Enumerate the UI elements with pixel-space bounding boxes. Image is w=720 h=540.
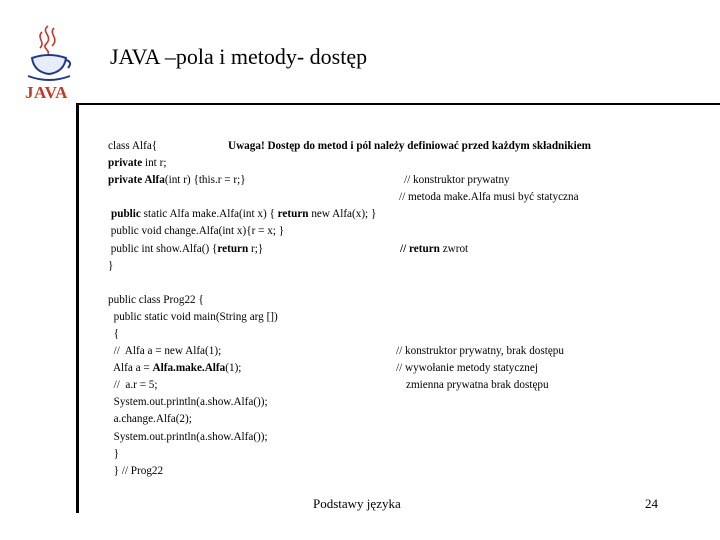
code-line: System.out.println(a.show.Alfa()); <box>108 396 268 409</box>
code-line: public void change.Alfa(int x){r = x; } <box>108 225 285 238</box>
code-comment: // metoda make.Alfa musi być statyczna <box>399 191 579 204</box>
steam-icon <box>40 26 55 54</box>
code-line: public static void main(String arg []) <box>108 310 278 323</box>
code-block <box>108 138 708 480</box>
coffee-cup-icon <box>28 55 70 80</box>
code-comment: zmienna prywatna brak dostępu <box>406 379 549 392</box>
code-comment: // konstruktor prywatny <box>404 174 510 187</box>
title-divider <box>78 103 720 105</box>
warning-note: Uwaga! Dostęp do metod i pól należy definiować przed każdym składnikiem <box>228 140 591 152</box>
code-line: } // Prog22 <box>108 464 164 477</box>
code-line: System.out.println(a.show.Alfa()); <box>108 430 268 443</box>
code-line: public static Alfa make.Alfa(int x) { return new Alfa(x); } <box>111 208 377 221</box>
code-line: // a.r = 5; zmienna prywatna brak dostępu <box>108 377 708 394</box>
code-line: Alfa a = Alfa.make.Alfa(1); // wywołanie metody statycznej <box>108 360 708 377</box>
code-comment: // return zwrot <box>400 242 469 255</box>
code-line: class Alfa{ Uwaga! Dostęp do metod i pól należy definiować przed każdym składnikiem <box>108 138 708 155</box>
left-rule <box>76 103 79 513</box>
code-line: private Alfa(int r) {this.r = r;} // konstruktor prywatny <box>108 172 708 189</box>
code-line: a.change.Alfa(2); <box>108 413 192 426</box>
slide-title: JAVA –pola i metody- dostęp <box>110 44 368 69</box>
code-comment: // konstruktor prywatny, brak dostępu <box>396 345 564 358</box>
code-line: public int show.Alfa() {return r;} // return zwrot <box>108 241 708 258</box>
java-logo-text: JAVA <box>25 83 68 102</box>
code-line: private int r; <box>108 157 167 170</box>
code-line <box>108 189 708 206</box>
code-line: // Alfa a = new Alfa(1); // konstruktor prywatny, brak dostępu <box>108 343 708 360</box>
code-line: } <box>108 259 114 272</box>
slide-footer: Podstawy języka <box>313 496 401 511</box>
code-line: } <box>108 447 119 460</box>
code-line: { <box>108 327 119 340</box>
page-number: 24 <box>645 496 658 511</box>
code-comment: // wywołanie metody statycznej <box>396 362 538 375</box>
java-logo <box>24 22 74 104</box>
code-line: public class Prog22 { <box>108 293 204 306</box>
